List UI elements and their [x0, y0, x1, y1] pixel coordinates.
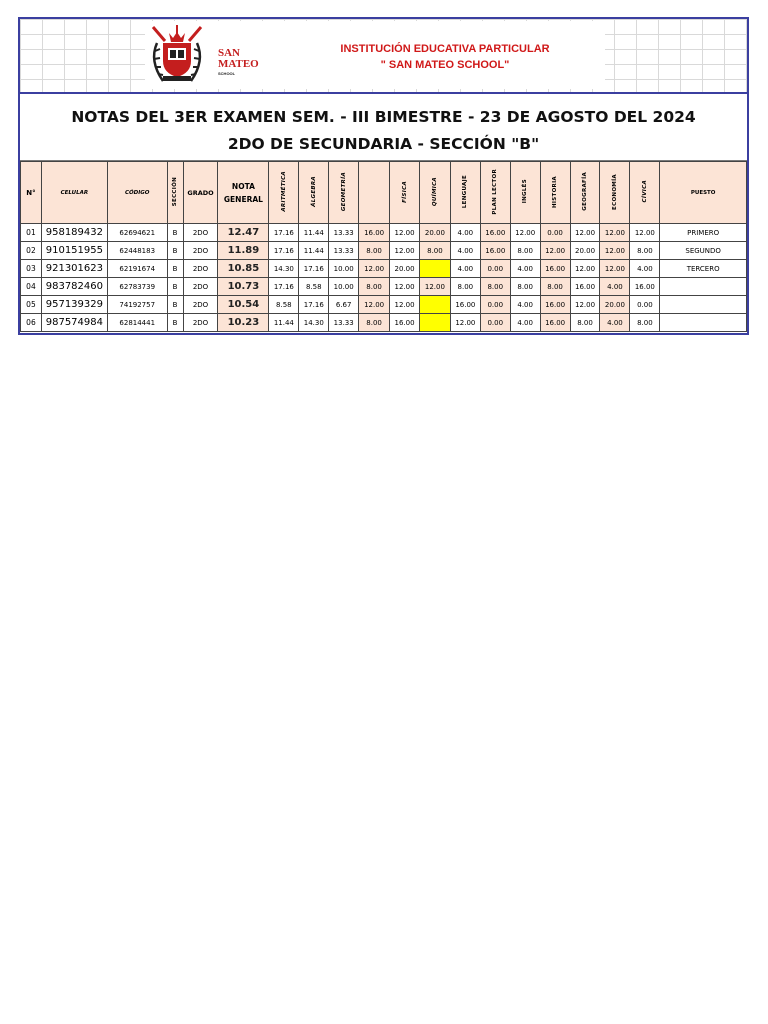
grade-cell: 16.00: [630, 278, 660, 296]
row-grado: 2DO: [183, 260, 218, 278]
table-row: [21, 296, 747, 314]
grade-cell: 12.00: [390, 224, 420, 242]
grade-cell: 16.00: [540, 314, 570, 332]
row-puesto: [660, 278, 747, 296]
grade-cell: 16.00: [359, 224, 390, 242]
row-grado: 2DO: [183, 224, 218, 242]
row-number: 02: [21, 242, 42, 260]
grade-cell: 12.00: [390, 278, 420, 296]
grade-cell: 8.00: [630, 314, 660, 332]
table-header-row: [21, 162, 747, 224]
grade-cell: 12.00: [600, 260, 630, 278]
grade-cell: 4.00: [630, 260, 660, 278]
row-nota-general: 11.89: [218, 242, 269, 260]
exam-title: NOTAS DEL 3ER EXAMEN SEM. - III BIMESTRE - 23 DE AGOSTO DEL 2024: [71, 108, 696, 126]
grade-cell: 4.00: [450, 242, 480, 260]
col-plan-lector: PLAN LECTOR: [480, 162, 510, 224]
row-seccion: B: [167, 296, 183, 314]
grade-cell: 4.00: [510, 260, 540, 278]
grade-cell: 10.00: [329, 260, 359, 278]
grade-cell: 12.00: [600, 242, 630, 260]
grade-cell: 16.00: [480, 242, 510, 260]
row-seccion: B: [167, 278, 183, 296]
table-row: [21, 314, 747, 332]
table-row: [21, 242, 747, 260]
row-number: 03: [21, 260, 42, 278]
class-title: 2DO DE SECUNDARIA - SECCIÓN "B": [227, 135, 540, 153]
grade-cell: 20.00: [570, 242, 600, 260]
col-quimica: QUÍMICA: [419, 162, 450, 224]
grade-cell: 12.00: [570, 224, 600, 242]
row-nota-general: 12.47: [218, 224, 269, 242]
grade-cell: 8.00: [450, 278, 480, 296]
grade-cell: 8.00: [359, 278, 390, 296]
table-row: [21, 224, 747, 242]
grade-cell: 0.00: [480, 260, 510, 278]
row-number: 04: [21, 278, 42, 296]
grade-cell: 8.58: [299, 278, 329, 296]
grade-cell: [419, 296, 450, 314]
row-celular: 958189432: [41, 224, 107, 242]
col-lenguaje: LENGUAJE: [450, 162, 480, 224]
col-historia: HISTORIA: [540, 162, 570, 224]
grade-cell: 8.58: [269, 296, 299, 314]
row-nota-general: 10.73: [218, 278, 269, 296]
row-number: 06: [21, 314, 42, 332]
col-civica: CÍVICA: [630, 162, 660, 224]
grade-cell: [419, 314, 450, 332]
grade-cell: 8.00: [570, 314, 600, 332]
col-blank: [359, 162, 390, 224]
grade-cell: 14.30: [299, 314, 329, 332]
col-grado: GRADO: [183, 162, 218, 224]
row-seccion: B: [167, 242, 183, 260]
row-seccion: B: [167, 314, 183, 332]
grade-cell: 12.00: [570, 260, 600, 278]
grade-cell: 13.33: [329, 314, 359, 332]
grade-cell: 13.33: [329, 224, 359, 242]
row-grado: 2DO: [183, 314, 218, 332]
row-nota-general: 10.54: [218, 296, 269, 314]
col-ingles: INGLÉS: [510, 162, 540, 224]
col-algebra: ÁLGEBRA: [299, 162, 329, 224]
grade-cell: 6.67: [329, 296, 359, 314]
row-celular: 921301623: [41, 260, 107, 278]
row-number: 05: [21, 296, 42, 314]
row-seccion: B: [167, 260, 183, 278]
grade-cell: 12.00: [359, 260, 390, 278]
col-seccion: SECCIÓN: [167, 162, 183, 224]
grade-cell: 20.00: [390, 260, 420, 278]
grade-cell: 11.44: [269, 314, 299, 332]
row-seccion: B: [167, 224, 183, 242]
grade-cell: 0.00: [480, 296, 510, 314]
col-geometria: GEOMETRÍA: [329, 162, 359, 224]
col-celular: CELULAR: [41, 162, 107, 224]
grade-cell: 0.00: [630, 296, 660, 314]
sheet-header: [20, 19, 747, 94]
row-nota-general: 10.85: [218, 260, 269, 278]
grade-cell: 12.00: [450, 314, 480, 332]
grade-cell: 10.00: [329, 278, 359, 296]
grade-cell: 8.00: [480, 278, 510, 296]
logo-text-san: SAN: [218, 47, 241, 59]
row-celular: 910151955: [41, 242, 107, 260]
grade-cell: 12.00: [510, 224, 540, 242]
col-puesto: PUESTO: [660, 162, 747, 224]
grade-cell: 16.00: [390, 314, 420, 332]
grade-cell: 11.44: [299, 242, 329, 260]
grade-cell: 8.00: [510, 242, 540, 260]
grade-cell: 17.16: [269, 278, 299, 296]
grade-cell: 16.00: [480, 224, 510, 242]
grade-cell: 8.00: [359, 242, 390, 260]
grade-cell: 14.30: [269, 260, 299, 278]
row-codigo: 74192757: [107, 296, 167, 314]
col-economia: ECONOMÍA: [600, 162, 630, 224]
grade-cell: [419, 260, 450, 278]
grade-cell: 17.16: [269, 224, 299, 242]
institution-name: [285, 21, 605, 89]
grade-cell: 4.00: [600, 314, 630, 332]
row-number: 01: [21, 224, 42, 242]
col-aritmetica: ARITMÉTICA: [269, 162, 299, 224]
grade-cell: 4.00: [450, 224, 480, 242]
row-grado: 2DO: [183, 278, 218, 296]
grade-cell: 20.00: [419, 224, 450, 242]
grade-cell: 12.00: [540, 242, 570, 260]
grade-cell: 4.00: [510, 296, 540, 314]
col-n: N°: [21, 162, 42, 224]
table-row: [21, 260, 747, 278]
grade-cell: 16.00: [540, 296, 570, 314]
grade-cell: 8.00: [419, 242, 450, 260]
grade-cell: 13.33: [329, 242, 359, 260]
row-grado: 2DO: [183, 242, 218, 260]
row-codigo: 62814441: [107, 314, 167, 332]
grade-cell: 0.00: [480, 314, 510, 332]
school-logo: [145, 21, 285, 89]
grades-table: [20, 161, 747, 332]
row-nota-general: 10.23: [218, 314, 269, 332]
grade-cell: 12.00: [570, 296, 600, 314]
col-geografia: GEOGRAFÍA: [570, 162, 600, 224]
row-codigo: 62783739: [107, 278, 167, 296]
logo-text-school: SCHOOL: [218, 71, 236, 76]
grade-cell: 4.00: [510, 314, 540, 332]
grade-cell: 17.16: [269, 242, 299, 260]
col-nota-general: NOTA GENERAL: [218, 162, 269, 224]
col-fisica: FÍSICA: [390, 162, 420, 224]
row-puesto: PRIMERO: [660, 224, 747, 242]
grade-cell: 11.44: [299, 224, 329, 242]
institution-line-1: INSTITUCIÓN EDUCATIVA PARTICULAR: [340, 43, 550, 55]
school-crest-icon: [145, 21, 285, 89]
row-grado: 2DO: [183, 296, 218, 314]
row-codigo: 62448183: [107, 242, 167, 260]
row-codigo: 62191674: [107, 260, 167, 278]
grade-cell: 4.00: [600, 278, 630, 296]
grade-cell: 16.00: [540, 260, 570, 278]
grade-cell: 17.16: [299, 260, 329, 278]
row-puesto: TERCERO: [660, 260, 747, 278]
row-codigo: 62694621: [107, 224, 167, 242]
grade-cell: 12.00: [390, 296, 420, 314]
grade-cell: 0.00: [540, 224, 570, 242]
grade-cell: 8.00: [359, 314, 390, 332]
col-codigo: CÓDIGO: [107, 162, 167, 224]
grade-cell: 8.00: [630, 242, 660, 260]
row-celular: 983782460: [41, 278, 107, 296]
grade-cell: 16.00: [450, 296, 480, 314]
row-celular: 957139329: [41, 296, 107, 314]
grade-sheet: [18, 17, 749, 335]
row-puesto: [660, 314, 747, 332]
grade-cell: 4.00: [450, 260, 480, 278]
grade-cell: 8.00: [540, 278, 570, 296]
row-puesto: [660, 296, 747, 314]
row-celular: 987574984: [41, 314, 107, 332]
grade-cell: 16.00: [570, 278, 600, 296]
grade-cell: 12.00: [600, 224, 630, 242]
grade-cell: 12.00: [630, 224, 660, 242]
row-puesto: SEGUNDO: [660, 242, 747, 260]
grade-cell: 12.00: [390, 242, 420, 260]
table-row: [21, 278, 747, 296]
grade-cell: 20.00: [600, 296, 630, 314]
grade-cell: 12.00: [419, 278, 450, 296]
grade-cell: 8.00: [510, 278, 540, 296]
logo-text-mateo: MATEO: [218, 58, 259, 70]
title-area: [20, 94, 747, 161]
grade-cell: 17.16: [299, 296, 329, 314]
grade-cell: 12.00: [359, 296, 390, 314]
institution-line-2: " SAN MATEO SCHOOL": [380, 59, 510, 71]
